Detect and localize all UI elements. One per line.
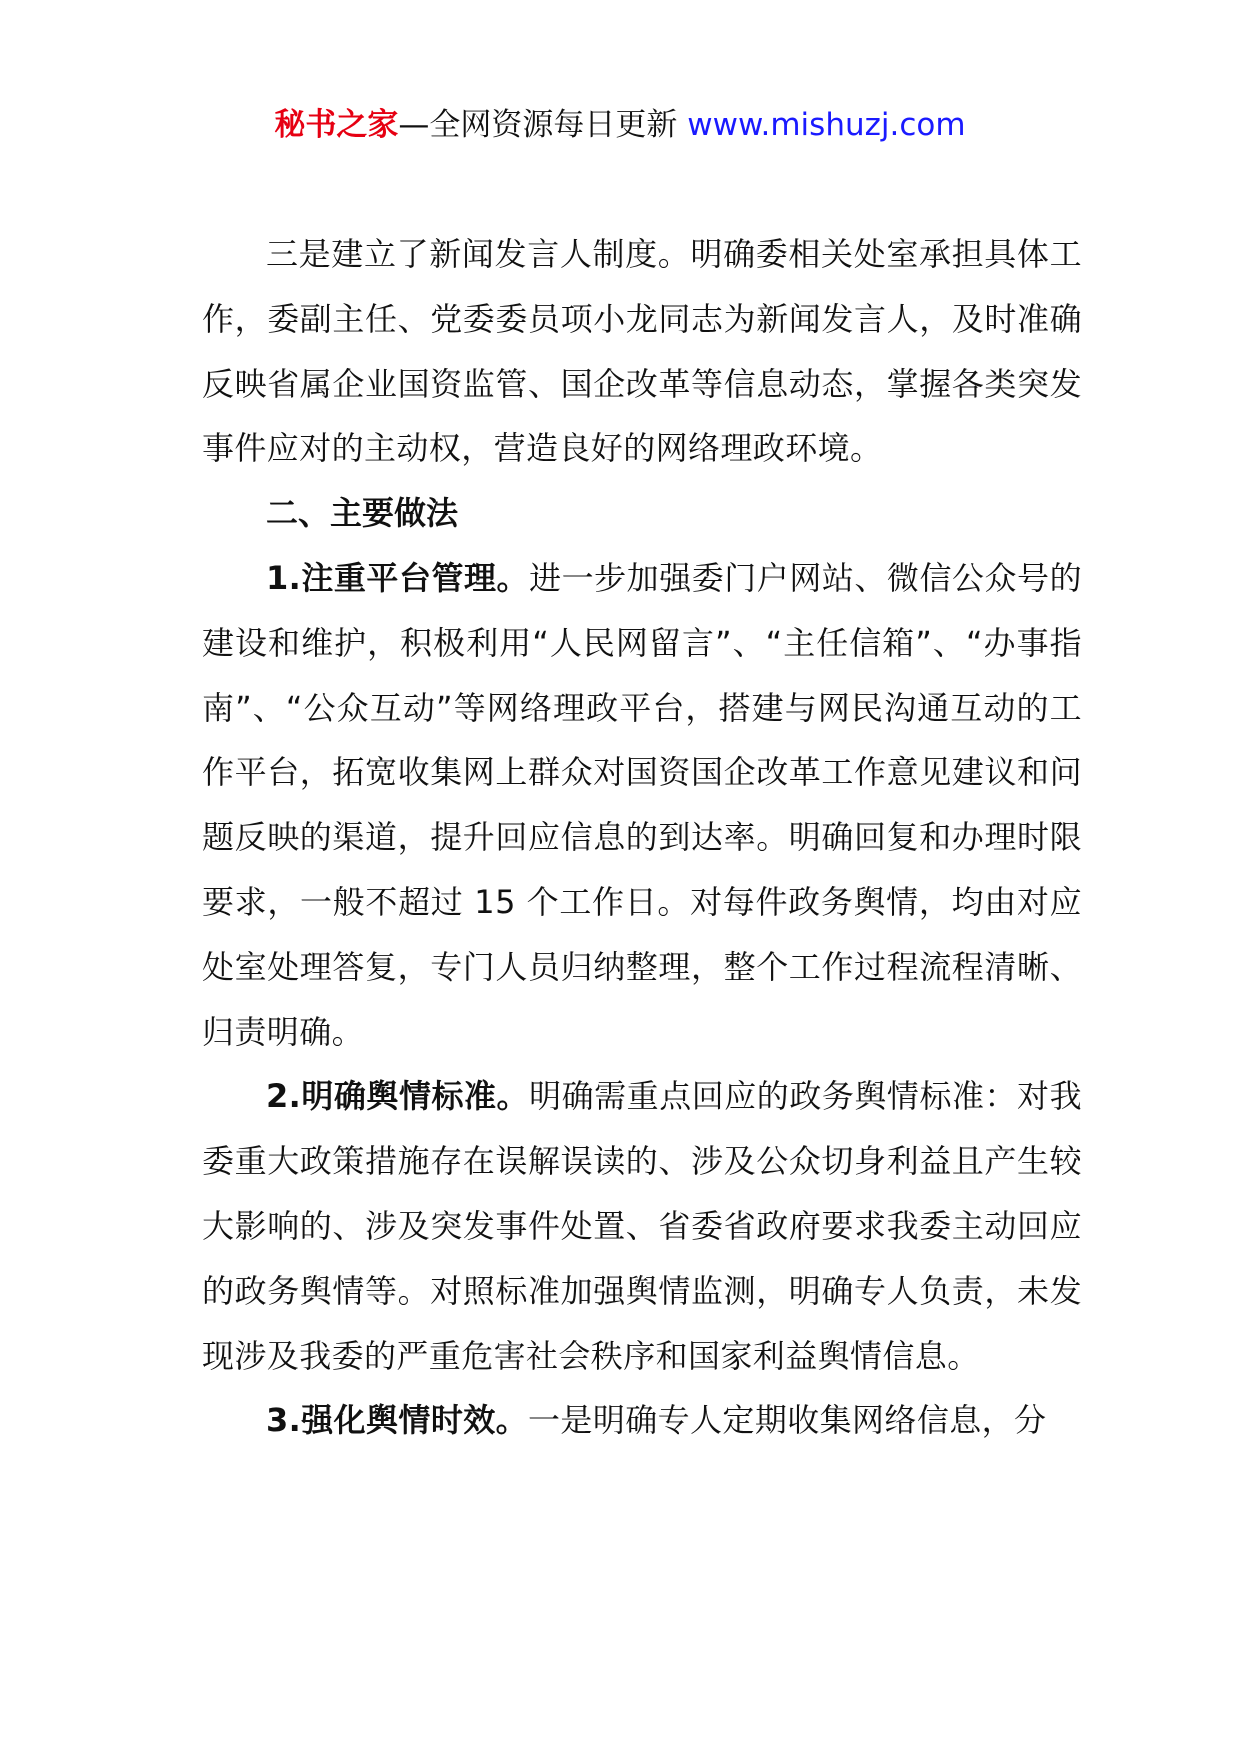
paragraph-spokesperson: 三是建立了新闻发言人制度。明确委相关处室承担具体工作，委副主任、党委委员项小龙同志为新闻发言人，及时准确反映省属企业国资监管、国企改革等信息动态，掌握各类突发事件应对的主动权，营造良好的网络理政环境。 bbox=[202, 235, 1082, 468]
text-opinion-standards: 明确需重点回应的政务舆情标准：对我委重大政策措施存在误解误读的、涉及公众切身利益且产生较大影响的、涉及突发事件处置、省委省政府要求我委主动回应的政务舆情等。对照标准加强舆情监测，明确专人负责，未发现涉及我委的严重危害社会秩序和国家利益舆情信息。 bbox=[202, 1077, 1082, 1375]
section-heading-main-practices: 二、主要做法 bbox=[266, 494, 459, 533]
document-body bbox=[202, 222, 1082, 1453]
text-platform-management: 进一步加强委门户网站、微信公众号的建设和维护，积极利用“人民网留言”、“主任信箱”、“办事指南”、“公众互动”等网络理政平台，搭建与网民沟通互动的工作平台，拓宽收集网上群众对国资国企改革工作意见建议和问题反映的渠道，提升回应信息的到达率。明确回复和办理时限要求，一般不超过 15 个工作日。对每件政务舆情，均由对应处室处理答复，专门人员归纳整理，整个工作过程流程清晰、归责明确。 bbox=[202, 558, 1082, 1051]
paragraph-opinion-standards bbox=[202, 1064, 1082, 1388]
paragraph-platform-management bbox=[202, 546, 1082, 1064]
paragraph-opinion-timeliness bbox=[202, 1388, 1082, 1453]
site-url-link[interactable]: www.mishuzj.com bbox=[687, 107, 966, 143]
subheading-platform-management: 1.注重平台管理。 bbox=[266, 558, 530, 597]
subheading-opinion-timeliness: 3.强化舆情时效。 bbox=[266, 1401, 529, 1440]
header-tagline: —全网资源每日更新 bbox=[398, 107, 678, 143]
text-opinion-timeliness: 一是明确专人定期收集网络信息，分 bbox=[528, 1401, 1047, 1440]
subheading-opinion-standards: 2.明确舆情标准。 bbox=[266, 1077, 530, 1116]
page-header bbox=[0, 103, 1240, 147]
brand-name: 秘书之家 bbox=[274, 107, 399, 143]
